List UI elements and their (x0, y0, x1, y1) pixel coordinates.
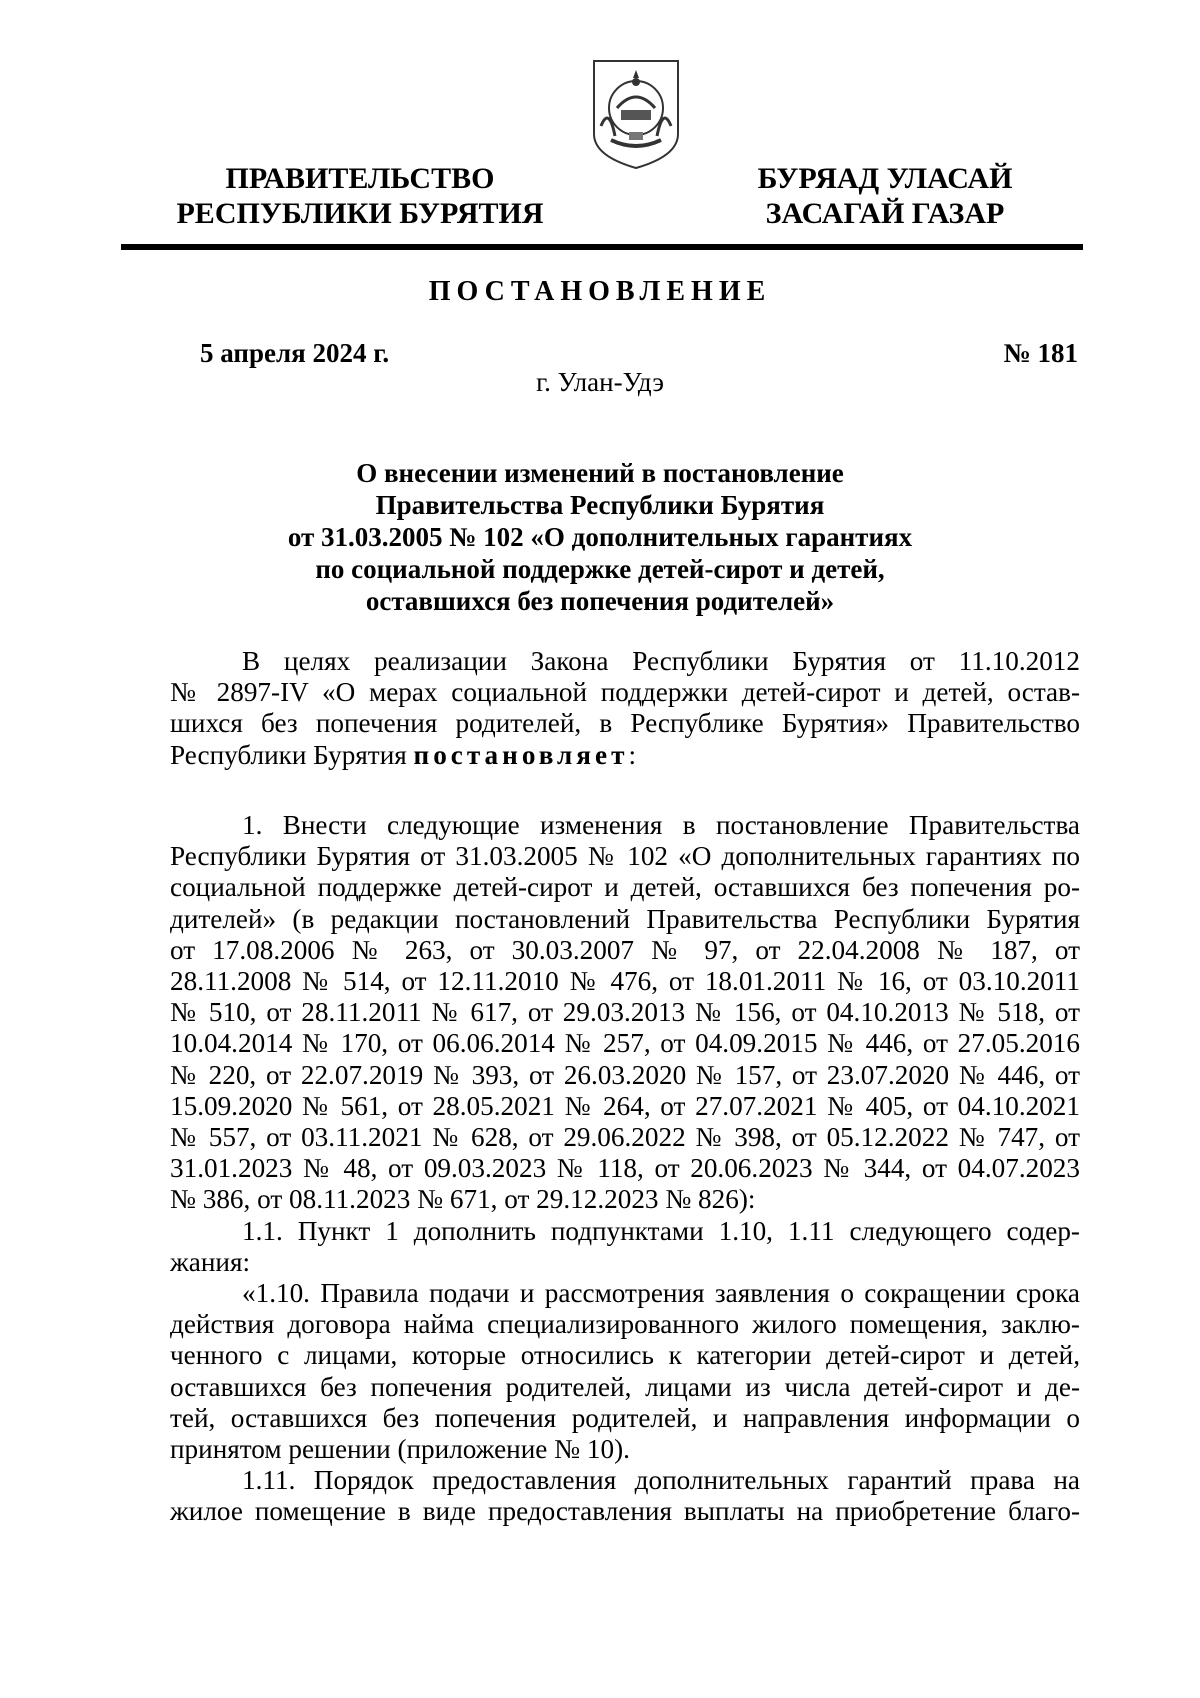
title-line: по социальной поддержке детей-сирот и детей, (315, 554, 885, 584)
header-divider (121, 244, 1083, 250)
header-right-line2: ЗАСАГАЙ ГАЗАР (765, 197, 1005, 230)
document-city: г. Улан-Удэ (536, 367, 664, 397)
preamble-paragraph (170, 646, 1080, 771)
text-line: принятом решении (приложение № 10). (170, 1434, 630, 1465)
text-line: № 557, от 03.11.2021 № 628, от 29.06.2022 № 398, от 05.12.2022 № 747, от (170, 1122, 1080, 1153)
text-line: 1.11. Порядок предоставления дополнительных гарантий права на (242, 1465, 1080, 1496)
title-line: Правительства Республики Бурятия (375, 490, 825, 520)
text-line: 15.09.2020 № 561, от 28.05.2021 № 264, от 27.07.2021 № 405, от 04.10.2021 (170, 1090, 1080, 1121)
title-line: О внесении изменений в постановление (356, 458, 844, 488)
text-line: № 386, от 08.11.2023 № 671, от 29.12.2023 № 826): (170, 1184, 756, 1215)
text-line: жания: (170, 1246, 251, 1277)
text-line: 31.01.2023 № 48, от 09.03.2023 № 118, от 20.06.2023 № 344, от 04.07.2023 (170, 1153, 1080, 1184)
text-line: жилое помещение в виде предоставления выплаты на приобретение благо- (170, 1496, 1080, 1527)
document-number: № 181 (1003, 338, 1078, 368)
header-left-line1: ПРАВИТЕЛЬСТВО (225, 162, 495, 195)
text-line: социальной поддержке детей-сирот и детей, оставшихся без попечения ро- (170, 872, 1080, 903)
text-line: В целях реализации Закона Республики Бурятия от 11.10.2012 (242, 646, 1080, 676)
text-line: шихся без попечения родителей, в Республике Бурятия» Правительство (170, 708, 1080, 739)
text-line: 10.04.2014 № 170, от 06.06.2014 № 257, от 04.09.2015 № 446, от 27.05.2016 (170, 1028, 1080, 1059)
header-left-line2: РЕСПУБЛИКИ БУРЯТИЯ (176, 197, 544, 230)
text-line: № 510, от 28.11.2011 № 617, от 29.03.2013 № 156, от 04.10.2013 № 518, от (170, 997, 1080, 1028)
document-date: 5 апреля 2024 г. (200, 338, 390, 368)
title-line: от 31.03.2005 № 102 «О дополнительных гарантиях (287, 522, 913, 552)
text-line: оставшихся без попечения родителей, лицами из числа детей-сирот и де- (170, 1371, 1080, 1402)
text-line: Республики Бурятия от 31.03.2005 № 102 «О дополнительных гарантиях по (170, 841, 1080, 872)
text-line: 1. Внести следующие изменения в постановление Правительства (242, 810, 1080, 840)
preamble-last-line: Республики Бурятия (170, 739, 407, 770)
header-right (745, 161, 1025, 231)
text-line: действия договора найма специализированного жилого помещения, заклю- (170, 1309, 1080, 1340)
text-line: дителей» (в редакции постановлений Правительства Республики Бурятия (170, 903, 1080, 934)
body-paragraphs (170, 810, 1080, 1528)
decree-word: постановляет (413, 739, 629, 770)
decree-colon: : (628, 739, 637, 770)
text-line: тей, оставшихся без попечения родителей, и направления информации о (170, 1402, 1080, 1433)
text-line: № 2897-IV «О мерах социальной поддержки детей-сирот и детей, остав- (170, 677, 1080, 708)
title-line: оставшихся без попечения родителей» (365, 586, 835, 616)
text-line: 28.11.2008 № 514, от 12.11.2010 № 476, от 18.01.2011 № 16, от 03.10.2011 (170, 966, 1080, 997)
text-line: ченного с лицами, которые относились к категории детей-сирот и детей, (170, 1340, 1080, 1371)
coat-of-arms-icon (589, 56, 683, 172)
document-type: ПОСТАНОВЛЕНИЕ (428, 276, 772, 307)
text-line: «1.10. Правила подачи и рассмотрения заявления о сокращении срока (242, 1278, 1080, 1309)
text-line: № 220, от 22.07.2019 № 393, от 26.03.2020 № 157, от 23.07.2020 № 446, от (170, 1059, 1080, 1090)
header-right-line1: БУРЯАД УЛАСАЙ (757, 162, 1013, 195)
text-line (170, 740, 1080, 771)
text-line: от 17.08.2006 № 263, от 30.03.2007 № 97, от 22.04.2008 № 187, от (170, 934, 1080, 965)
text-line: 1.1. Пункт 1 дополнить подпунктами 1.10, 1.11 следующего содер- (242, 1215, 1080, 1246)
document-title (150, 457, 1050, 617)
header-left (170, 161, 550, 231)
